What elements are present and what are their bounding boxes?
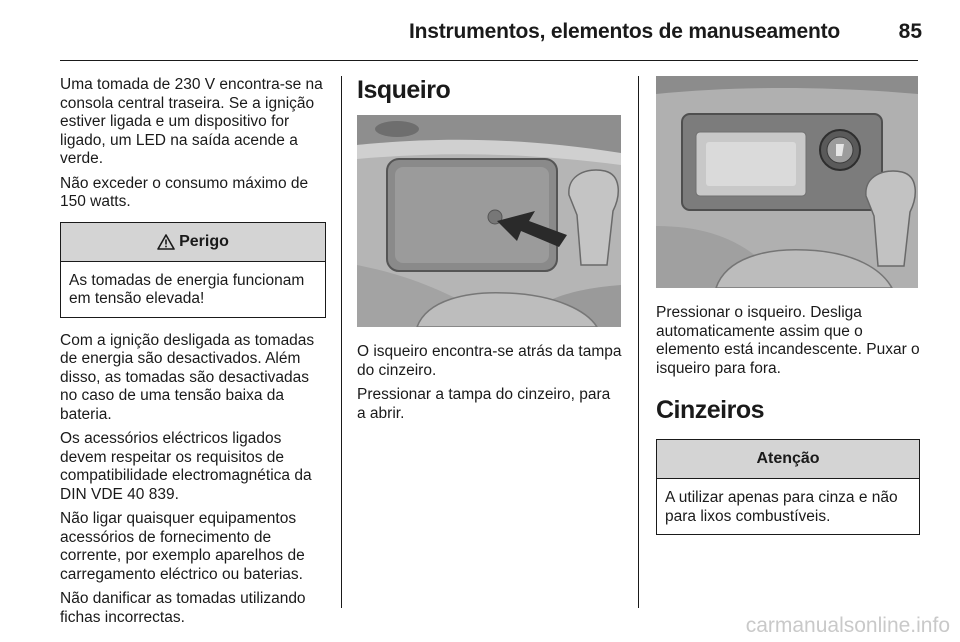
danger-label: Perigo: [179, 232, 229, 250]
paragraph: Não exceder o consumo máximo de 150 watts.: [60, 174, 309, 210]
paragraph: O isqueiro encontra-se atrás da tampa do cinzeiro.: [357, 343, 622, 379]
danger-box-header: [61, 223, 325, 262]
section-heading: Isqueiro: [357, 76, 451, 104]
paragraph: Os acessórios eléctricos ligados devem respeitar os requisitos de compatibilidade electromagnética da DIN VDE 40 839.: [60, 430, 312, 503]
header-rule: [60, 60, 918, 61]
running-title: Instrumentos, elementos de manuseamento: [409, 20, 840, 43]
column-1: [60, 76, 326, 633]
paragraph: Pressionar a tampa do cinzeiro, para a abrir.: [357, 386, 611, 422]
section-heading: Cinzeiros: [656, 396, 765, 424]
notice-text: A utilizar apenas para cinza e não para lixos combustíveis.: [665, 489, 898, 525]
watermark: carmanualsonline.info: [745, 614, 950, 637]
column-2: [357, 76, 623, 429]
column-3: [656, 76, 920, 535]
paragraph: Com a ignição desligada as tomadas de energia são desactivados. Além disso, as tomadas são desactivadas no caso de uma tensão baixa da bateria.: [60, 331, 315, 423]
lighter-cover-photo: [357, 115, 621, 327]
cigarette-lighter-photo: [656, 76, 918, 288]
danger-text: As tomadas de energia funcionam em tensão elevada!: [69, 271, 305, 307]
column-divider: [341, 76, 342, 608]
column-divider: [638, 76, 639, 608]
paragraph: Não ligar quaisquer equipamentos acessórios de fornecimento de corrente, por exemplo aparelhos de carregamento eléctrico ou baterias.: [60, 510, 305, 583]
danger-box: [60, 222, 326, 318]
notice-box: [656, 439, 920, 535]
paragraph: Pressionar o isqueiro. Desliga automaticamente assim que o elemento está incandescente. Puxar o isqueiro para fora.: [656, 304, 920, 377]
page-number: 85: [898, 20, 922, 43]
paragraph: Uma tomada de 230 V encontra-se na consola central traseira. Se a ignição estiver ligada e um dispositivo for ligado, um LED na saída acende a verde.: [60, 76, 323, 167]
warning-triangle-icon: [157, 234, 175, 250]
notice-box-header: [657, 440, 919, 479]
paragraph: Não danificar as tomadas utilizando fichas incorrectas.: [60, 590, 306, 626]
notice-label: Atenção: [756, 450, 820, 467]
